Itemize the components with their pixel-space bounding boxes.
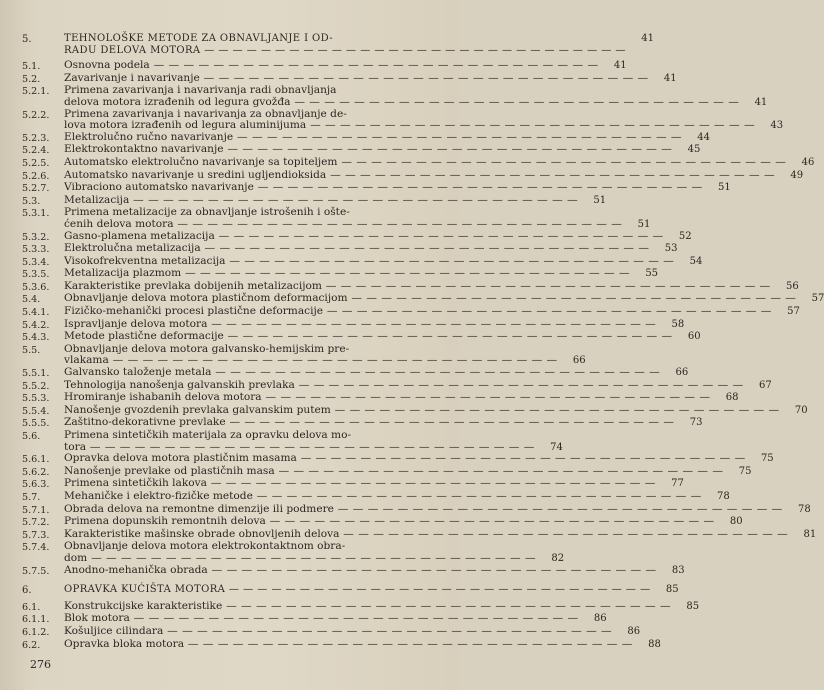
toc-entry-number: 5.7.5. — [22, 565, 50, 577]
toc-entry — [22, 342, 586, 367]
toc-entry-number: 5.1. — [22, 61, 41, 73]
toc-entry-title — [64, 293, 824, 305]
toc-entry-page: 41 — [663, 72, 677, 84]
toc-entry-page: 45 — [687, 144, 701, 156]
toc-entry-title — [64, 430, 563, 453]
toc-entry-number: 5.7.1. — [22, 504, 50, 516]
toc-entry — [22, 330, 701, 344]
toc-entry-number: 5.2. — [22, 73, 41, 85]
toc-entry-title-line: Metode plastične deformacije — — — — [64, 331, 673, 343]
toc-entry-title-line: Osnovna podela — — — — [64, 60, 599, 72]
toc-entry-page: 77 — [671, 478, 684, 490]
toc-entry-title-line: Karakteristike mašinske obrade obnovljenih delova — — — — [64, 529, 788, 541]
toc-entry — [22, 489, 730, 504]
toc-section-heading — [22, 584, 679, 597]
page-number: 276 — [30, 658, 51, 671]
toc-entry-title-line: lova motora izrađenih od legura aluminijuma — — — — [64, 120, 755, 132]
toc-entry-title-line: Primena sintetičkih materijala za opravku delova mo- — [64, 429, 352, 441]
toc-entry-title-line: Fizičko-mehanički procesi plastične deformacije — — — — [64, 306, 772, 318]
toc-entry — [22, 242, 678, 256]
toc-entry-title-line: OPRAVKA KUĆIŠTA MOTORA — — — — [64, 584, 651, 596]
toc-entry-number: 5.2.6. — [22, 170, 50, 182]
toc-entry-title — [64, 626, 640, 638]
toc-entry-page: 67 — [758, 379, 772, 391]
toc-entry — [22, 84, 768, 108]
toc-entry-title — [64, 491, 730, 503]
toc-entry-title — [64, 182, 731, 194]
toc-entry-title-line: Metalizacija plazmom — — — — [64, 268, 630, 280]
toc-entry — [22, 305, 800, 319]
toc-entry-title — [64, 405, 808, 417]
toc-entry-title — [64, 144, 700, 156]
toc-entry-title — [64, 453, 774, 465]
toc-entry-title — [64, 170, 803, 182]
toc-entry-number: 5.3.1. — [22, 208, 50, 220]
toc-entry-number: 6.1.2. — [22, 626, 50, 638]
toc-entry-number: 5.7.4. — [22, 542, 50, 554]
toc-entry-title — [64, 529, 816, 541]
toc-entry-title — [64, 478, 684, 490]
toc-entry-number: 6.1. — [22, 601, 41, 613]
toc-entry-page: 49 — [790, 169, 804, 181]
toc-entry-title-line: Anodno-mehanička obrada — — — — [64, 565, 657, 577]
toc-entry-title — [64, 60, 627, 72]
toc-entry-title — [64, 306, 800, 318]
toc-entry-page: 52 — [678, 230, 692, 242]
toc-entry-title-line: Automatsko elektrolučno navarivanje sa topiteljem — — — — [64, 157, 786, 169]
toc-entry-title-line: Nanošenje prevlake od plastičnih masa — — — — [64, 466, 723, 478]
toc-entry-title — [64, 281, 799, 293]
toc-entry-title-line: Galvansko taloženje metala — — — — [64, 367, 660, 379]
toc-entry-page: 74 — [550, 441, 563, 453]
toc-entry-number: 5.5.4. — [22, 405, 50, 417]
toc-entry-title — [64, 132, 710, 144]
toc-entry-title — [64, 565, 685, 577]
toc-entry-title-line: dom — — — — [64, 553, 536, 565]
toc-entry-title — [64, 268, 658, 280]
toc-entry-number: 5.7. — [22, 491, 41, 503]
toc-entry-title-line: tora — — — — [64, 442, 535, 454]
toc-entry — [22, 155, 815, 170]
toc-entry-page: 56 — [786, 280, 799, 292]
toc-entry-number: 5.2.1. — [22, 86, 50, 98]
toc-entry-number: 5.4.2. — [22, 319, 50, 331]
toc-entry-page: 51 — [593, 194, 607, 206]
toc-entry — [22, 515, 743, 529]
toc-entry-title-line: Primena sintetičkih lakova — — — — [64, 478, 656, 490]
toc-entry-number: 5.6. — [22, 431, 41, 442]
toc-entry-title — [64, 584, 679, 596]
toc-entry — [22, 107, 784, 132]
toc-entry-number: 6.2. — [22, 639, 41, 651]
toc-entry-number: 5.5.1. — [22, 368, 50, 380]
toc-entry-title — [64, 85, 767, 108]
toc-entry-title-line: Opravka bloka motora — — — — [64, 639, 633, 651]
toc-entry-title-line: Tehnologija nanošenja galvanskih prevlaka — — — — [64, 380, 744, 392]
toc-entry-title-line: Gasno-plamena metalizacija — — — — [64, 231, 664, 243]
toc-entry-title — [64, 109, 783, 132]
toc-entry-title-line: RADU DELOVA MOTORA — — — — [64, 45, 626, 57]
toc-entry — [22, 429, 563, 453]
toc-entry-page: 58 — [671, 318, 685, 330]
toc-section-heading — [22, 33, 654, 56]
toc-entry-title — [64, 195, 606, 207]
toc-entry-title-line: Opravka delova motora plastičnim masama — — — — [64, 453, 746, 465]
toc-entry-title — [64, 613, 607, 625]
toc-entry-page: 57 — [811, 293, 824, 305]
toc-entry-page: 46 — [801, 156, 815, 168]
toc-entry-title — [64, 157, 814, 169]
toc-entry-title — [64, 639, 661, 651]
toc-entry-title-line: Elektrolučna metalizacija — — — — [64, 243, 650, 255]
toc-entry-number: 5.5.3. — [22, 393, 50, 405]
toc-entry-title-line: Mehaničke i elektro-fizičke metode — — — — [64, 491, 702, 503]
toc-entry-title — [64, 243, 678, 255]
toc-entry-title — [64, 231, 692, 243]
toc-entry-title-line: vlakama — — — — [64, 355, 558, 367]
toc-entry-number: 5.4.1. — [22, 307, 50, 319]
toc-entry-title-line: Elektrokontaktno navarivanje — — — — [64, 144, 672, 156]
toc-entry-number: 5.5.2. — [22, 380, 50, 392]
toc-entry — [22, 206, 651, 230]
toc-entry-title-line: Karakteristike prevlaka dobijenih metalizacijom — — — — [64, 281, 771, 293]
toc-entry-title-line: Konstrukcijske karakteristike — — — — [64, 601, 671, 613]
toc-entry-title — [64, 417, 702, 429]
toc-entry-title-line: ćenih delova motora — — — — [64, 219, 622, 231]
toc-entry-page: 83 — [671, 564, 685, 576]
toc-entry-title — [64, 516, 743, 528]
toc-entry-title — [64, 367, 688, 379]
toc-entry-title-line: Hromiranje ishabanih delova motora — — — — [64, 392, 710, 404]
toc-entry-title-line: Zaštitno-dekorativne prevlake — — — — [64, 417, 674, 429]
toc-entry-title — [64, 319, 684, 331]
toc-entry-page: 41 — [613, 60, 627, 72]
toc-entry-title — [64, 392, 738, 404]
toc-entry-page: 88 — [648, 638, 661, 650]
toc-entry-page: 51 — [637, 218, 651, 230]
toc-entry-title-line: TEHNOLOŠKE METODE ZA OBNAVLJANJE I OD- — [64, 33, 333, 44]
toc-entry-number: 6.1.1. — [22, 614, 50, 626]
toc-entry — [22, 181, 731, 195]
toc-entry-page: 86 — [593, 613, 607, 625]
toc-entry-title — [64, 601, 699, 613]
toc-entry-title — [64, 331, 701, 343]
toc-entry-title — [64, 466, 751, 478]
toc-entry-page: 75 — [738, 465, 752, 477]
toc-entry-page: 70 — [794, 404, 808, 416]
toc-entry-title — [64, 73, 677, 85]
toc-entry-number: 5.2.5. — [22, 157, 50, 169]
toc-entry-title-line: Visokofrekventna metalizacija — — — — [64, 256, 674, 268]
toc-entry — [22, 391, 739, 405]
toc-entry-title-line: Primena zavarivanja i navarivanja radi obnavljanja — [64, 84, 337, 97]
toc-entry-number: 5.3.2. — [22, 231, 50, 243]
toc-entry-title — [64, 256, 702, 268]
toc-entry-page: 41 — [641, 33, 654, 44]
toc-entry-page: 85 — [665, 584, 679, 596]
toc-entry-page: 41 — [754, 96, 768, 108]
toc-entry-title — [64, 344, 586, 367]
toc-entry-title-line: delova motora izrađenih od legura gvožđa — — — — [64, 97, 739, 109]
toc-entry-page: 60 — [687, 331, 701, 343]
toc-entry-page: 57 — [787, 306, 800, 318]
toc-entry-number: 5. — [22, 34, 32, 45]
toc-entry-number: 5.5. — [22, 344, 41, 356]
toc-entry-page: 73 — [689, 417, 703, 429]
toc-entry-title-line: Obrada delova na remontne dimenzije ili podmere — — — — [64, 504, 783, 516]
toc-entry-title-line: Nanošenje gvozdenih prevlaka galvanskim putem — — — — [64, 405, 780, 417]
toc-entry-page: 51 — [717, 182, 731, 194]
toc-entry-page: 68 — [725, 392, 739, 404]
toc-entry-number: 5.7.3. — [22, 529, 50, 541]
toc-entry-number: 5.4.3. — [22, 332, 50, 344]
toc-entry-page: 44 — [697, 131, 711, 143]
toc-entry-number: 5.6.2. — [22, 466, 50, 478]
toc-entry-title-line: Blok motora — — — — [64, 613, 579, 625]
toc-entry-number: 5.3.3. — [22, 244, 50, 256]
toc-entry-title — [64, 33, 654, 56]
toc-entry-number: 5.3.5. — [22, 269, 50, 281]
toc-entry — [22, 366, 689, 380]
toc-entry-title-line: Primena metalizacije za obnavljanje istrošenih i ošte- — [64, 206, 350, 219]
toc-entry-title — [64, 207, 650, 230]
toc-entry-number: 5.5.5. — [22, 418, 50, 430]
toc-entry-number: 5.3. — [22, 195, 41, 207]
toc-entry-number: 5.6.3. — [22, 479, 50, 491]
toc-entry-page: 43 — [770, 120, 784, 132]
toc-entry-page: 82 — [551, 552, 565, 564]
toc-entry-title-line: Elektrolučno ručno navarivanje — — — — [64, 132, 682, 144]
toc-entry-number: 5.3.6. — [22, 281, 50, 293]
toc-entry-number: 5.2.2. — [22, 109, 50, 121]
toc-entry-number: 5.6.1. — [22, 454, 50, 466]
toc-entry — [22, 59, 627, 73]
toc-entry-page: 75 — [760, 453, 774, 465]
toc-entry-number: 5.2.4. — [22, 145, 50, 157]
toc-entry-page: 55 — [645, 268, 659, 280]
toc-entry-page: 78 — [716, 490, 730, 502]
toc-entry-page: 85 — [686, 600, 700, 612]
toc-entry-page: 54 — [689, 255, 703, 267]
toc-entry-number: 5.4. — [22, 294, 41, 306]
toc-entry-title — [64, 504, 811, 516]
toc-entry — [22, 637, 661, 652]
toc-entry-page: 86 — [627, 625, 641, 637]
toc-entry-page: 66 — [675, 367, 689, 379]
toc-entry — [22, 540, 565, 564]
toc-entry-page: 80 — [729, 516, 743, 528]
toc-entry-title-line: Primena zavarivanja i navarivanja za obnavljanje de- — [64, 107, 347, 120]
toc-entry — [22, 452, 774, 466]
toc-entry-title — [64, 541, 564, 564]
toc-entry — [22, 624, 641, 639]
table-of-contents — [22, 33, 824, 651]
toc-entry-title-line: Ispravljanje delova motora — — — — [64, 319, 656, 331]
toc-entry — [22, 267, 659, 281]
toc-entry-title-line: Vibraciono automatsko navarivanje — — — — [64, 182, 703, 194]
toc-entry-number: 5.2.7. — [22, 183, 50, 195]
toc-entry-page: 81 — [803, 528, 817, 540]
toc-entry-title-line: Obnavljanje delova motora plastičnom deformacijom — — — — [64, 293, 796, 305]
toc-entry-title — [64, 380, 772, 392]
toc-entry-title-line: Košuljice cilindara — — — — [64, 626, 612, 638]
toc-entry-page: 66 — [572, 355, 586, 367]
toc-entry-number: 6. — [22, 585, 32, 597]
toc-entry-number: 5.2.3. — [22, 132, 50, 144]
toc-entry-number: 5.3.4. — [22, 256, 50, 268]
toc-entry-title-line: Automatsko navarivanje u sredini ugljendioksida — — — — [64, 170, 775, 182]
toc-entry-title-line: Primena dopunskih remontnih delova — — — — [64, 516, 715, 528]
toc-entry — [22, 563, 685, 578]
toc-entry-title-line: Zavarivanje i navarivanje — — — — [64, 73, 649, 85]
toc-entry-number: 5.7.2. — [22, 517, 50, 529]
toc-entry-title-line: Obnavljanje delova motora galvansko-hemijskim pre- — [64, 342, 350, 355]
toc-entry-title-line: Obnavljanje delova motora elektrokontaktnom obra- — [64, 540, 346, 553]
toc-entry-title-line: Metalizacija — — — — [64, 195, 578, 207]
toc-entry-page: 53 — [664, 243, 678, 255]
toc-entry-page: 78 — [798, 503, 811, 515]
